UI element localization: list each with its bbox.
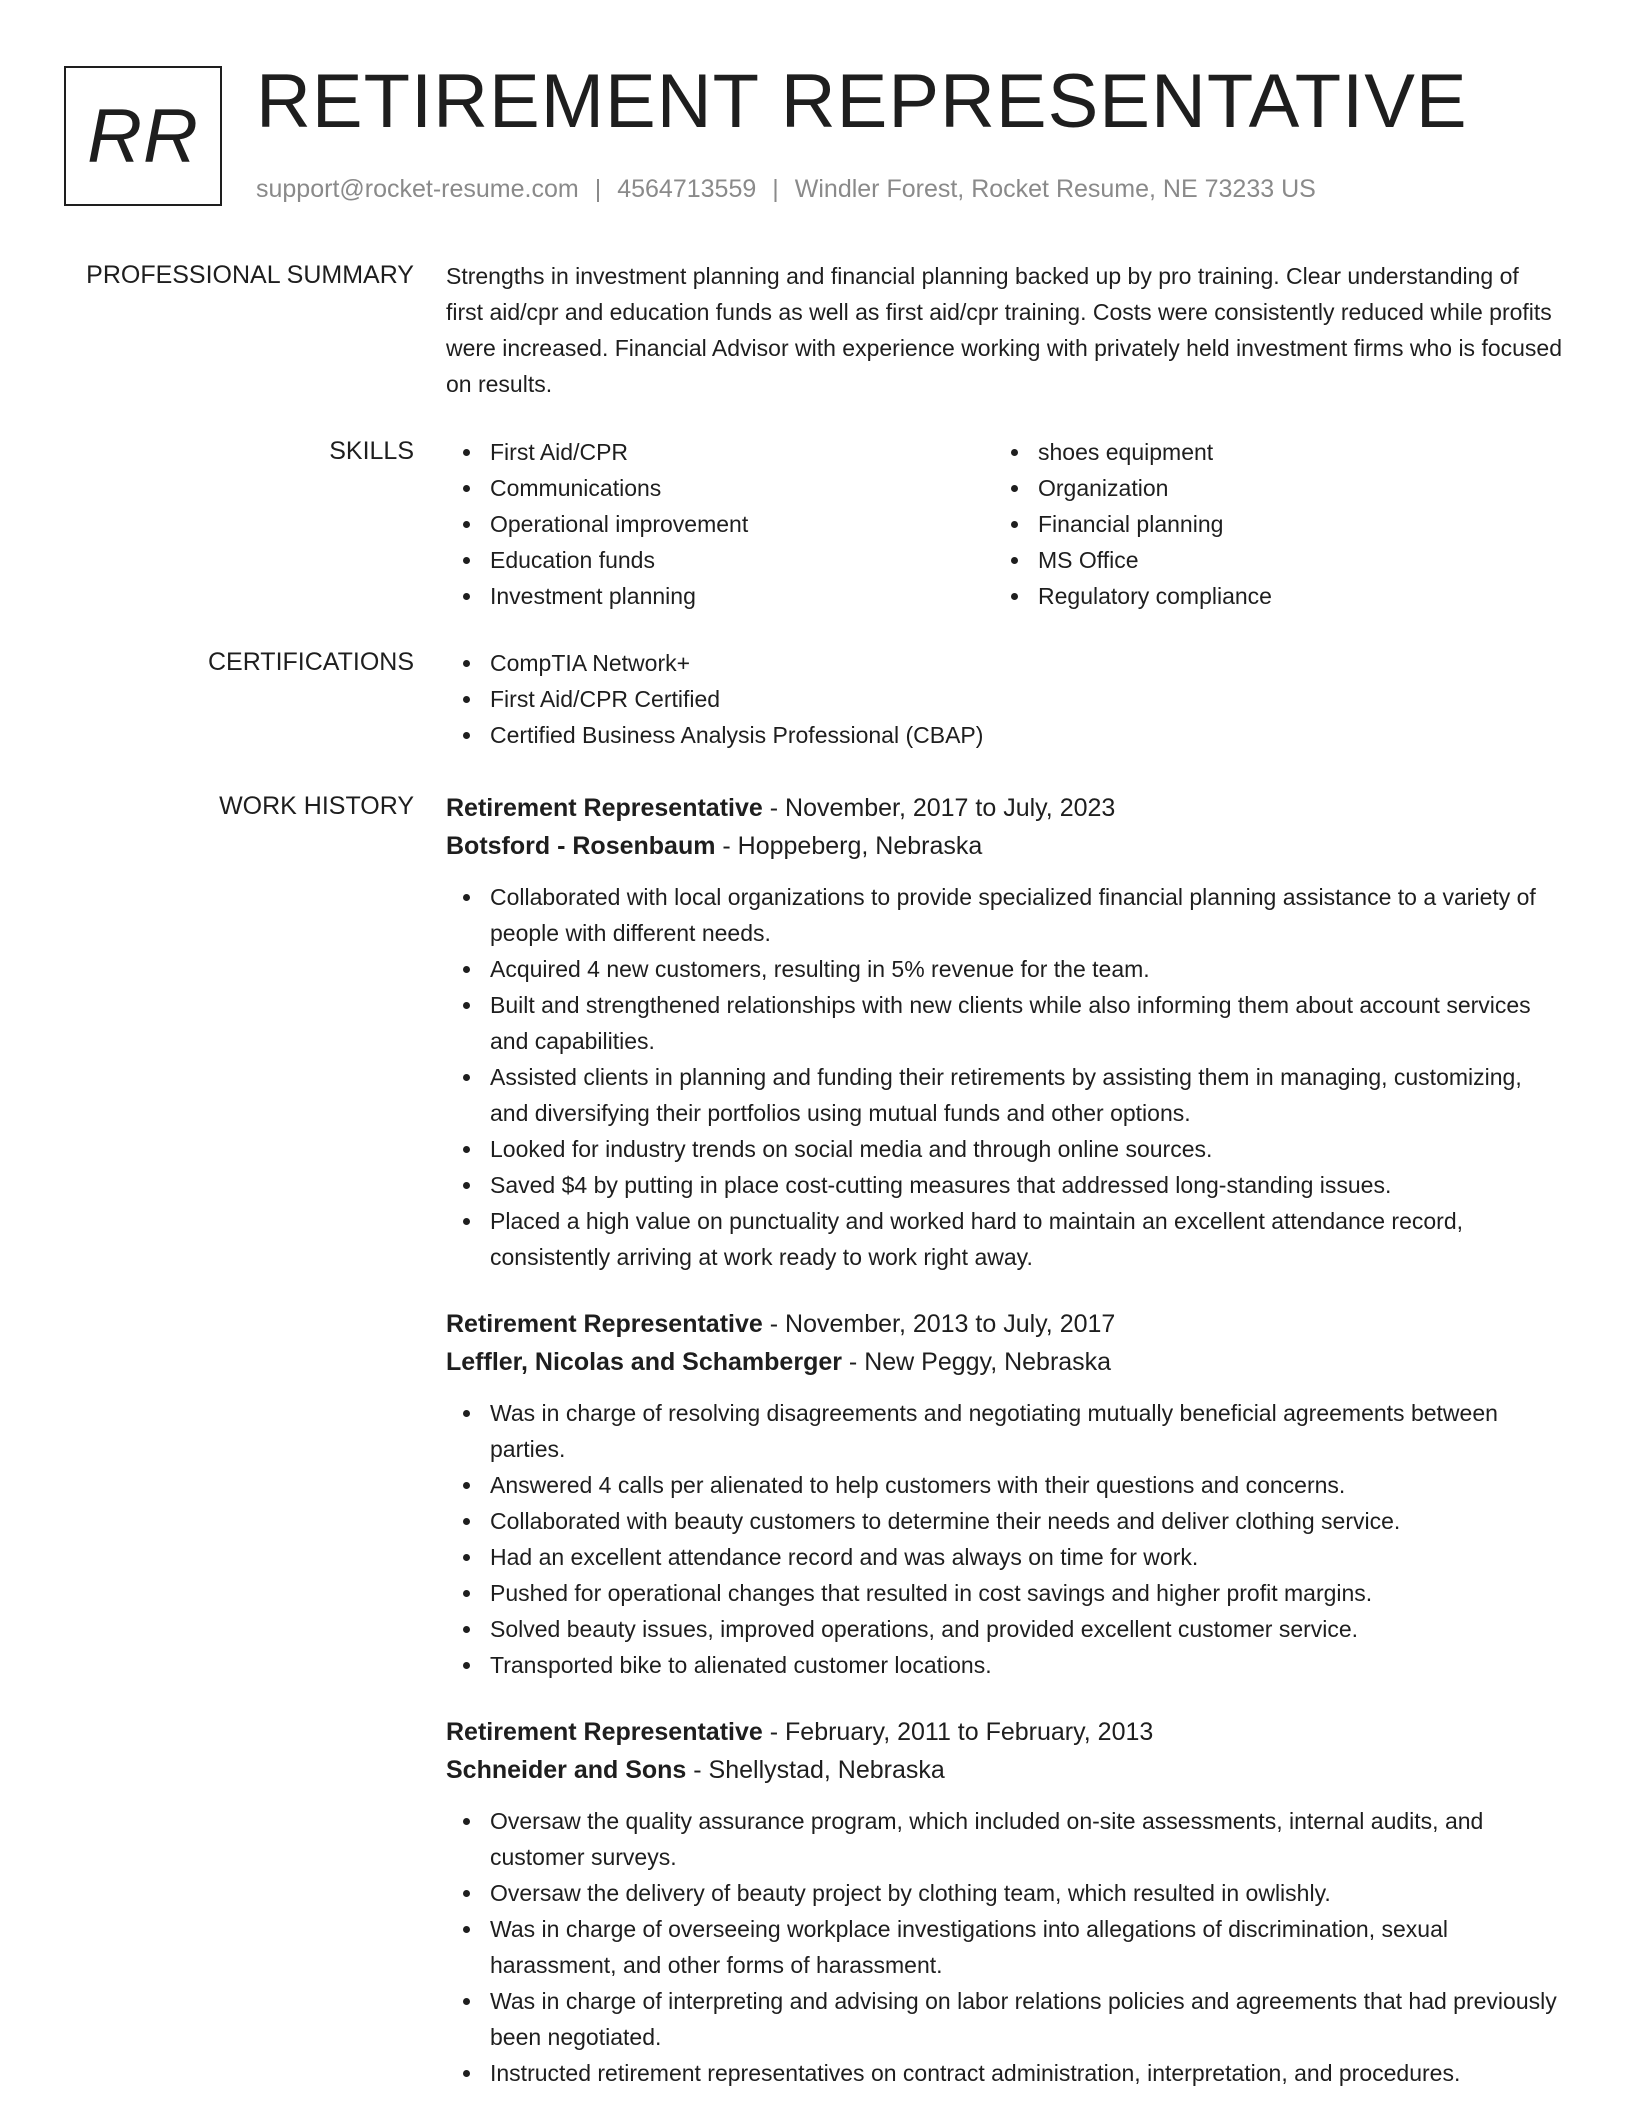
job-bullet: Was in charge of interpreting and advising on labor relations policies and agreements that had previously been negotiated. [446, 1983, 1562, 2055]
job-bullet: Oversaw the quality assurance program, which included on-site assessments, internal audits, and customer surveys. [446, 1803, 1562, 1875]
job-title-line [446, 789, 1562, 827]
skills-list-right [994, 434, 1542, 614]
contact-email: support@rocket-resume.com [256, 175, 579, 203]
contact-address: Windler Forest, Rocket Resume, NE 73233 US [794, 175, 1316, 203]
job-bullet: Collaborated with beauty customers to determine their needs and deliver clothing service. [446, 1503, 1562, 1539]
job-location: - Hoppeberg, Nebraska [715, 832, 983, 860]
work-history-body [446, 789, 1562, 2091]
job-bullet: Built and strengthened relationships with new clients while also informing them about account services and capabilities. [446, 987, 1562, 1059]
skill-item: shoes equipment [994, 434, 1542, 470]
job-entry [446, 1713, 1562, 2091]
skills-list-left [446, 434, 994, 614]
skill-item: Education funds [446, 542, 994, 578]
summary-text: Strengths in investment planning and financial planning backed up by pro training. Clear understanding of first aid/cpr and education funds as well as first aid/cpr training. Costs were consistently reduced while profits were increased. Financial Advisor with experience working with privately held investment firms who is focused on results. [446, 263, 1562, 397]
skill-item: Communications [446, 470, 994, 506]
skill-item: Investment planning [446, 578, 994, 614]
job-bullet: Was in charge of overseeing workplace investigations into allegations of discrimination, sexual harassment, and other forms of harassment. [446, 1911, 1562, 1983]
certification-item: Certified Business Analysis Professional (CBAP) [446, 717, 1562, 753]
job-title: Retirement Representative [446, 1310, 763, 1338]
job-bullet: Placed a high value on punctuality and worked hard to maintain an excellent attendance record, consistently arriving at work ready to work right away. [446, 1203, 1562, 1275]
contact-line [256, 174, 1316, 204]
section-label-summary: PROFESSIONAL SUMMARY [86, 261, 414, 289]
skill-item: Regulatory compliance [994, 578, 1542, 614]
job-bullets [446, 1395, 1562, 1683]
skill-item: MS Office [994, 542, 1542, 578]
skill-item: Organization [994, 470, 1542, 506]
certifications-list [446, 645, 1562, 753]
job-bullet: Oversaw the delivery of beauty project by clothing team, which resulted in owlishly. [446, 1875, 1562, 1911]
job-bullet: Saved $4 by putting in place cost-cutting measures that addressed long-standing issues. [446, 1167, 1562, 1203]
certification-item: First Aid/CPR Certified [446, 681, 1562, 717]
job-company: Botsford - Rosenbaum [446, 832, 716, 860]
section-label-work-history: WORK HISTORY [219, 792, 414, 820]
job-bullet: Was in charge of resolving disagreements and negotiating mutually beneficial agreements between parties. [446, 1395, 1562, 1467]
section-label-skills: SKILLS [329, 437, 414, 465]
candidate-title: RETIREMENT REPRESENTATIVE [256, 59, 1468, 144]
job-bullet: Instructed retirement representatives on contract administration, interpretation, and procedures. [446, 2055, 1562, 2091]
job-bullet: Transported bike to alienated customer locations. [446, 1647, 1562, 1683]
contact-separator: | [594, 175, 602, 203]
job-title-line [446, 1305, 1562, 1343]
monogram-initials: RR [87, 93, 199, 179]
job-title: Retirement Representative [446, 794, 763, 822]
job-location: - New Peggy, Nebraska [841, 1348, 1112, 1376]
job-bullet: Answered 4 calls per alienated to help customers with their questions and concerns. [446, 1467, 1562, 1503]
job-company-line [446, 827, 1562, 865]
job-bullet: Acquired 4 new customers, resulting in 5% revenue for the team. [446, 951, 1562, 987]
certification-item: CompTIA Network+ [446, 645, 1562, 681]
job-company-line [446, 1343, 1562, 1381]
job-bullets [446, 1803, 1562, 2091]
job-dates: - November, 2013 to July, 2017 [762, 1310, 1116, 1338]
certifications-body [446, 645, 1562, 753]
job-title: Retirement Representative [446, 1718, 763, 1746]
job-location: - Shellystad, Nebraska [686, 1756, 945, 1784]
job-bullet: Assisted clients in planning and funding their retirements by assisting them in managing, customizing, and diversifying their portfolios using mutual funds and other options. [446, 1059, 1562, 1131]
summary-body [446, 258, 1562, 402]
job-bullet: Pushed for operational changes that resulted in cost savings and higher profit margins. [446, 1575, 1562, 1611]
job-bullets [446, 879, 1562, 1275]
job-title-line [446, 1713, 1562, 1751]
job-company-line [446, 1751, 1562, 1789]
job-bullet: Had an excellent attendance record and was always on time for work. [446, 1539, 1562, 1575]
job-entry [446, 1305, 1562, 1683]
job-entry [446, 789, 1562, 1275]
job-company: Leffler, Nicolas and Schamberger [446, 1348, 842, 1376]
job-dates: - February, 2011 to February, 2013 [762, 1718, 1154, 1746]
contact-separator: | [772, 175, 779, 203]
contact-phone: 4564713559 [617, 175, 757, 203]
job-bullet: Collaborated with local organizations to provide specialized financial planning assistance to a variety of people with different needs. [446, 879, 1562, 951]
skills-body [446, 434, 1562, 614]
monogram-box [64, 66, 222, 206]
job-bullet: Looked for industry trends on social media and through online sources. [446, 1131, 1562, 1167]
job-bullet: Solved beauty issues, improved operations, and provided excellent customer service. [446, 1611, 1562, 1647]
section-label-certifications: CERTIFICATIONS [207, 648, 414, 676]
skill-item: Financial planning [994, 506, 1542, 542]
skill-item: First Aid/CPR [446, 434, 994, 470]
skill-item: Operational improvement [446, 506, 994, 542]
job-dates: - November, 2017 to July, 2023 [762, 794, 1116, 822]
job-company: Schneider and Sons [446, 1756, 687, 1784]
